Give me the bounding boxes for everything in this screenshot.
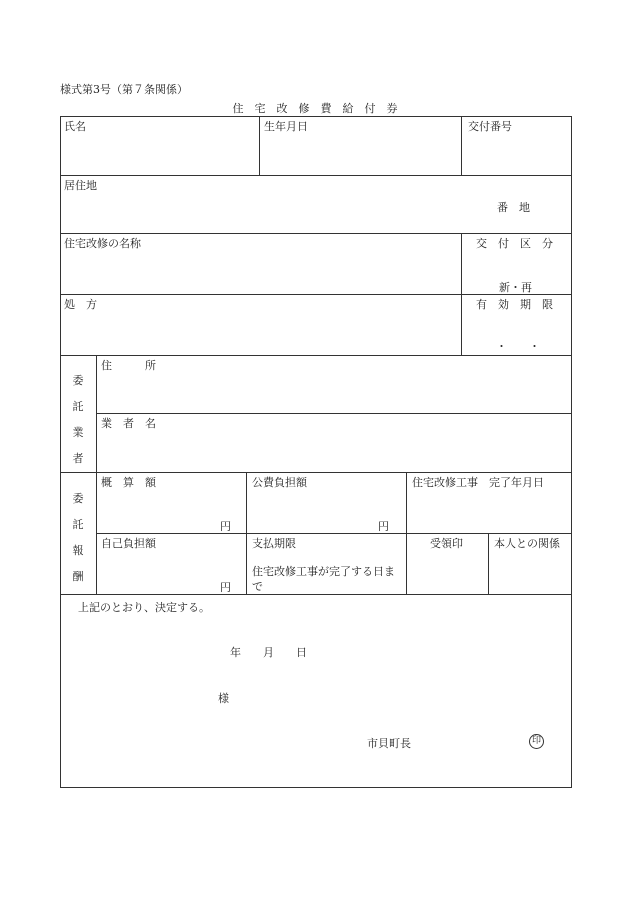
recipient-sama: 様 bbox=[218, 692, 229, 705]
fee-label-char: 託 bbox=[72, 518, 84, 531]
address-label: 居住地 bbox=[64, 179, 97, 192]
receipt-seal-label: 受領印 bbox=[430, 537, 463, 550]
birthdate-label: 生年月日 bbox=[264, 120, 308, 133]
mayor-title: 市貝町長 bbox=[367, 737, 411, 750]
contractor-label-char: 託 bbox=[72, 400, 84, 413]
public-burden-label: 公費負担額 bbox=[252, 476, 307, 489]
payment-deadline-label: 支払期限 bbox=[252, 537, 296, 550]
validity-date-placeholder: ・ ・ bbox=[496, 340, 540, 353]
name-label: 氏名 bbox=[64, 120, 86, 133]
contractor-label-char: 者 bbox=[72, 452, 84, 465]
form-title: 住 宅 改 修 費 給 付 券 bbox=[232, 102, 398, 115]
fee-section-label bbox=[60, 486, 96, 590]
estimate-label: 概 算 額 bbox=[101, 476, 156, 489]
form-number: 様式第3号（第７条関係） bbox=[60, 83, 188, 96]
validity-label: 有 効 期 限 bbox=[476, 298, 553, 311]
contractor-name-label: 業 者 名 bbox=[101, 417, 156, 430]
fee-label-char: 報 bbox=[72, 544, 84, 557]
contractor-label-char: 業 bbox=[72, 426, 84, 439]
contractor-label-char: 委 bbox=[72, 374, 84, 387]
banchi-label: 番 地 bbox=[497, 201, 530, 214]
contractor-section-label bbox=[60, 368, 96, 472]
public-burden-yen: 円 bbox=[378, 520, 389, 533]
relationship-label: 本人との関係 bbox=[494, 537, 560, 550]
decision-text: 上記のとおり、決定する。 bbox=[78, 601, 210, 614]
decision-date: 年 月 日 bbox=[230, 646, 307, 659]
self-burden-label: 自己負担額 bbox=[101, 537, 156, 550]
self-burden-yen: 円 bbox=[220, 581, 231, 594]
category-options: 新・再 bbox=[499, 281, 532, 294]
fee-label-char: 委 bbox=[72, 492, 84, 505]
seal-mark: 印 bbox=[529, 734, 544, 749]
estimate-yen: 円 bbox=[220, 520, 231, 533]
payment-deadline-note: 住宅改修工事が完了する日まで bbox=[252, 565, 395, 593]
contractor-address-label: 住 所 bbox=[101, 359, 156, 372]
issue-category-label: 交 付 区 分 bbox=[476, 237, 553, 250]
fee-label-char: 酬 bbox=[72, 570, 84, 583]
completion-date-label: 住宅改修工事 完了年月日 bbox=[412, 476, 544, 489]
repair-name-label: 住宅改修の名称 bbox=[64, 237, 141, 250]
prescription-label: 処 方 bbox=[64, 298, 97, 311]
issue-number-label: 交付番号 bbox=[468, 120, 512, 133]
